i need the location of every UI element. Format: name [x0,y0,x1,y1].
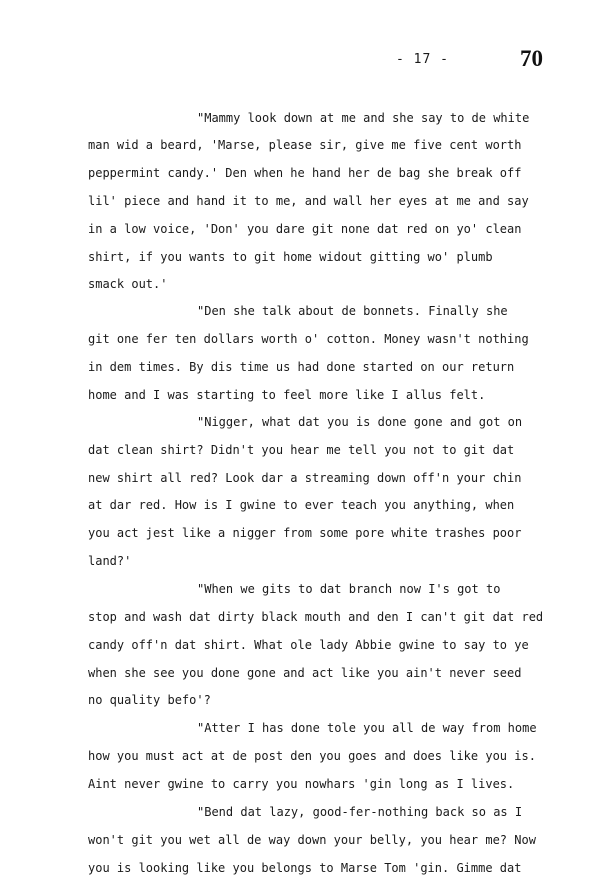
text-line: Aint never gwine to carry you nowhars 'gin long as I lives. [88,777,515,791]
text-line: new shirt all red? Look dar a streaming down off'n your chin [88,471,522,485]
text-line: "Nigger, what dat you is done gone and got on [197,415,523,429]
text-line: won't git you wet all de way down your belly, you hear me? Now [88,833,536,847]
text-line: home and I was starting to feel more like I allus felt. [88,388,486,402]
text-line: no quality befo'? [88,693,211,707]
text-line: man wid a beard, 'Marse, please sir, give me five cent worth [88,138,522,152]
page-stamp-number: 70 [520,46,543,71]
text-line: lil' piece and hand it to me, and wall her eyes at me and say [88,194,529,208]
text-line: "When we gits to dat branch now I's got to [197,582,501,596]
text-line: how you must act at de post den you goes and does like you is. [88,749,536,763]
text-line: at dar red. How is I gwine to ever teach you anything, when [88,498,515,512]
text-line: stop and wash dat dirty black mouth and den I can't git dat red [88,610,544,624]
text-line: shirt, if you wants to git home widout gitting wo' plumb [88,250,493,264]
text-line: land?' [88,554,132,568]
text-line: "Den she talk about de bonnets. Finally she [197,304,508,318]
text-line: when she see you done gone and act like you ain't never seed [88,666,522,680]
text-line: in dem times. By dis time us had done started on our return [88,360,515,374]
text-line: "Bend dat lazy, good-fer-nothing back so as I [197,805,523,819]
text-line: "Atter I has done tole you all de way from home [197,721,537,735]
text-line: candy off'n dat shirt. What ole lady Abbie gwine to say to ye [88,638,529,652]
text-line: "Mammy look down at me and she say to de white [197,111,530,125]
text-line: you is looking like you belongs to Marse Tom 'gin. Gimme dat [88,861,522,875]
page-number: - 17 - [396,52,449,67]
text-line: dat clean shirt? Didn't you hear me tell you not to git dat [88,443,515,457]
text-line: git one fer ten dollars worth o' cotton. Money wasn't nothing [88,332,529,346]
text-line: you act jest like a nigger from some pore white trashes poor [88,526,522,540]
text-line: in a low voice, 'Don' you dare git none dat red on yo' clean [88,222,522,236]
text-line: smack out.' [88,277,168,291]
text-line: peppermint candy.' Den when he hand her de bag she break off [88,166,522,180]
